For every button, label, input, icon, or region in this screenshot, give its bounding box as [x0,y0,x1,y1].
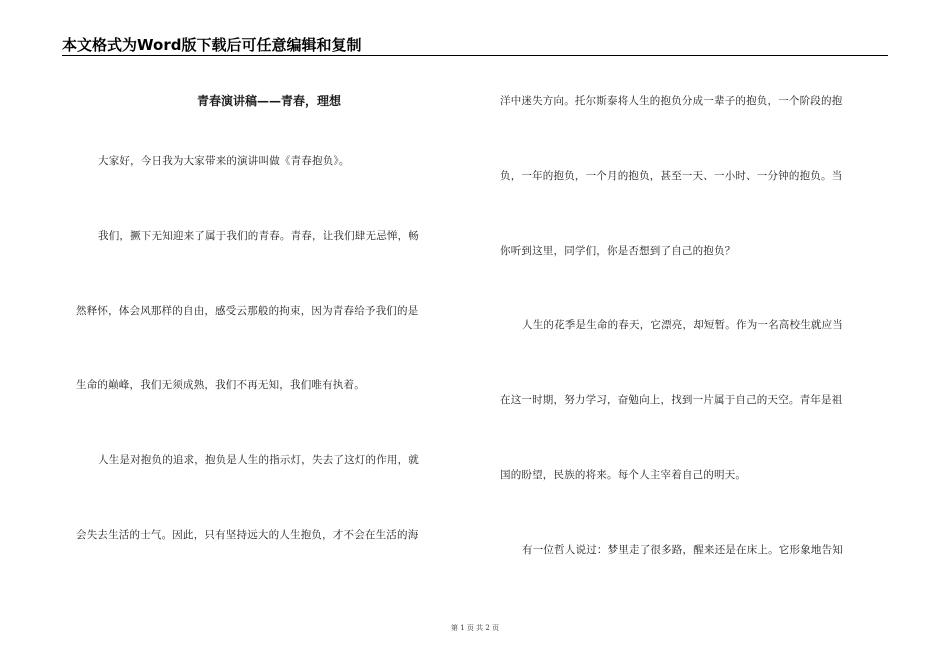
paragraph-line: 国的盼望，民族的将来。每个人主宰着自己的明天。 [500,469,747,481]
paragraph-line: 负，一年的抱负，一个月的抱负，甚至一天、一小时、一分钟的抱负。当 [500,170,843,182]
document-banner: 本文格式为Word版下载后可任意编辑和复制 [62,36,362,54]
paragraph-line: 在这一时期，努力学习，奋勉向上，找到一片属于自己的天空。青年是祖 [500,394,843,406]
paragraph-line: 人生是对抱负的追求，抱负是人生的指示灯，失去了这灯的作用，就 [98,454,419,466]
paragraph-line: 你听到这里，同学们，你是否想到了自己的抱负？ [500,245,736,257]
page-number: 第 1 页 共 2 页 [450,624,500,632]
banner-divider [62,55,888,56]
paragraph-line: 我们，撅下无知迎来了属于我们的青春。青春，让我们肆无忌惮，畅 [98,230,419,242]
document-title: 青春演讲稿——青春，理想 [196,94,341,108]
paragraph-line: 会失去生活的士气。因此，只有坚持远大的人生抱负，才不会在生活的海 [76,529,419,541]
paragraph-line: 人生的花季是生命的春天，它漂亮，却短暂。作为一名高校生就应当 [522,319,843,331]
paragraph-line: 洋中迷失方向。托尔斯泰将人生的抱负分成一辈子的抱负，一个阶段的抱 [500,95,843,107]
paragraph-line: 大家好，今日我为大家带来的演讲叫做《青春抱负》。 [98,155,350,167]
paragraph-line: 有一位哲人说过：梦里走了很多路，醒来还是在床上。它形象地告知 [522,544,843,556]
paragraph-line: 然释怀，体会风那样的自由，感受云那般的拘束，因为青春给予我们的是 [76,305,419,317]
paragraph-line: 生命的巅峰，我们无须成熟，我们不再无知，我们唯有执着。 [76,379,365,391]
